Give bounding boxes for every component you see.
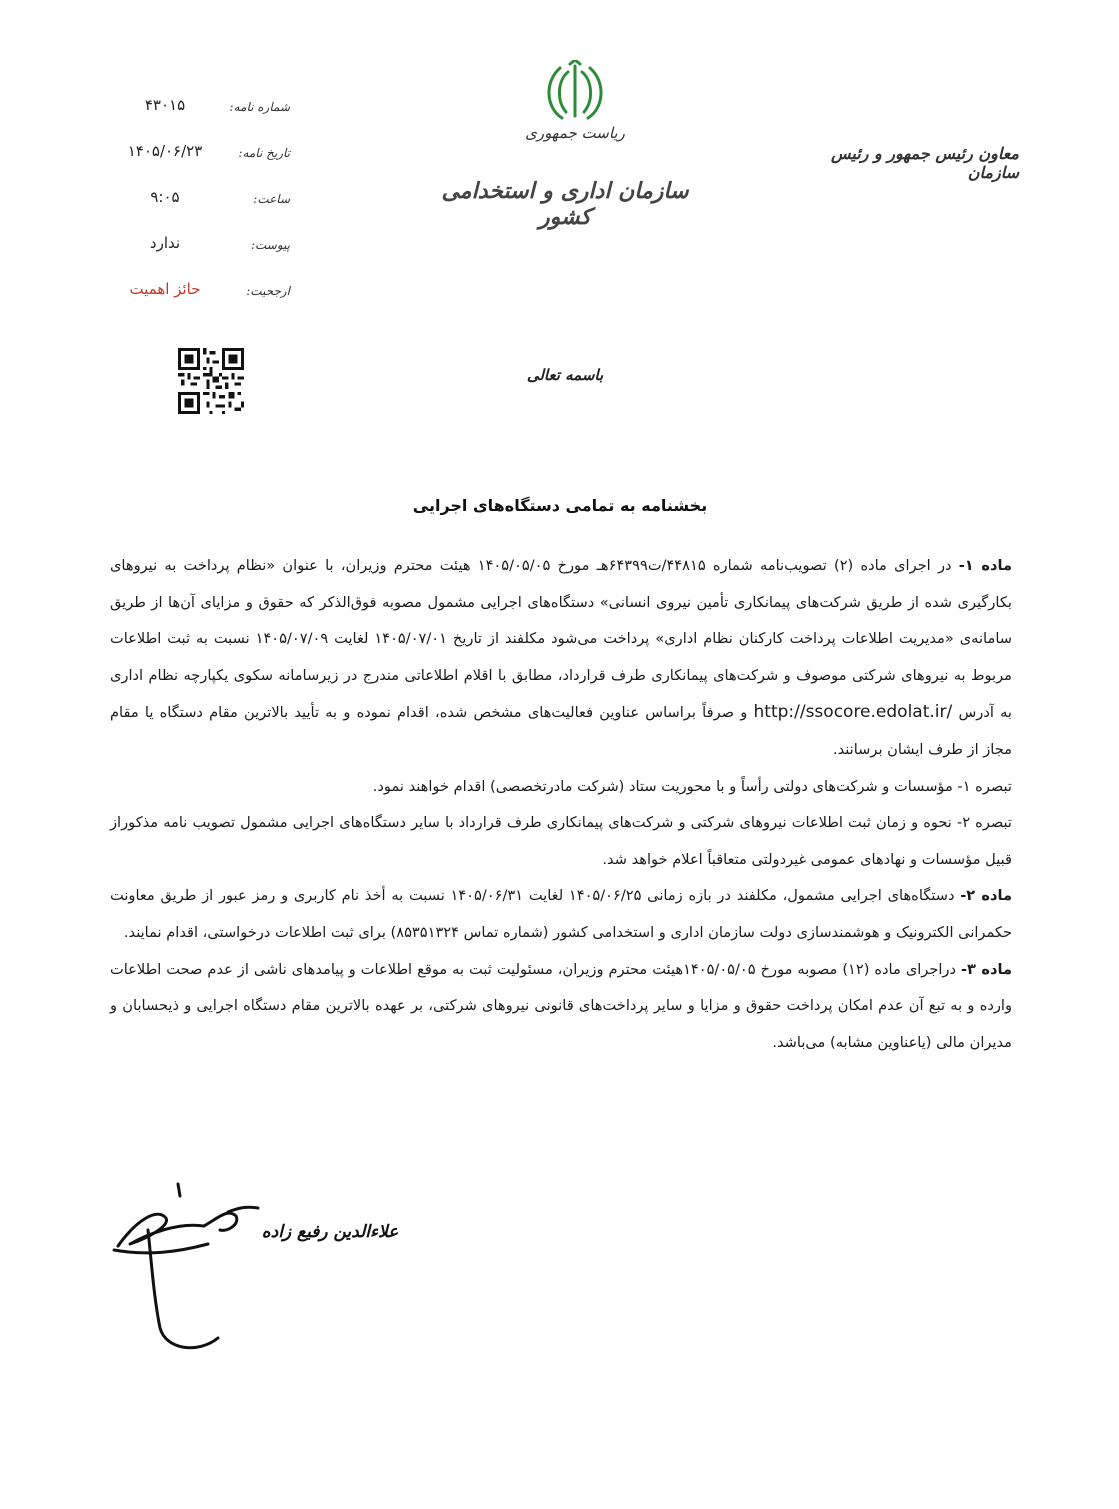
article-3-text: دراجرای ماده (۱۲) مصوبه مورخ ۱۴۰۵/۰۵/۰۵هیئت محترم وزیران، مسئولیت ثبت به موقع اطلاعات و پیامدهای ناشی از عدم صحت اطلاعات وارده و به تبع آن عدم امکان پرداخت حقوق و مزایا و سایر پرداخت‌های قانونی نیروهای شرکتی، بر عهده بالاترین مقام دستگاه اجرایی و ذیحسابان و مدیران مالی (یاعناوین مشابه) می‌باشد. (110, 960, 1012, 1051)
qr-code-icon (178, 348, 244, 414)
letter-body (110, 548, 1012, 1061)
article-3 (110, 952, 1012, 1062)
meta-attachment (110, 234, 290, 280)
iran-emblem-icon (540, 60, 610, 124)
article-2-label: ماده ۲- (960, 887, 1012, 905)
meta-label: شماره نامه: (229, 100, 290, 114)
meta-label: پیوست: (250, 238, 290, 252)
meta-value: ۱۴۰۵/۰۶/۲۳ (127, 142, 203, 160)
meta-value: ۴۳۰۱۵ (144, 96, 186, 114)
article-1-label: ماده ۱- (958, 557, 1013, 574)
meta-letter-number (110, 96, 290, 142)
handwritten-signature-icon (108, 1178, 268, 1358)
signer-name: علاءالدین رفیع زاده (261, 1222, 399, 1242)
meta-priority (110, 280, 290, 326)
meta-letter-date (110, 142, 290, 188)
priority-value: حائز اهمیت (129, 280, 201, 298)
letter-meta (110, 96, 290, 326)
note-1: تبصره ۱- مؤسسات و شرکت‌های دولتی رأساً و با محوریت ستاد (شرکت مادرتخصصی) اقدام خواهند نمود. (372, 777, 1012, 795)
portal-url-link[interactable]: http://ssocore.edolat.ir/ (753, 702, 953, 723)
meta-label: تاریخ نامه: (238, 146, 290, 160)
meta-label: ساعت: (253, 192, 290, 206)
note-2: تبصره ۲- نحوه و زمان ثبت اطلاعات نیروهای شرکتی و شرکت‌های پیمانکاری طرف قرارداد با سایر دستگاه‌های اجرایی مشمول تصویب نامه مذکوراز قبیل مؤسسات و نهادهای عمومی غیردولتی متعاقباً اعلام خواهد شد. (110, 814, 1012, 868)
presidency-label: ریاست جمهوری (525, 124, 625, 142)
meta-label: ارجحیت: (246, 284, 290, 298)
article-3-label: ماده ۳- (960, 960, 1013, 978)
circular-title: بخشنامه به تمامی دستگاه‌های اجرایی (412, 496, 708, 515)
article-1-text-b: و صرفاً براساس عناوین فعالیت‌های مشخص شده، اقدام نموده و به تأیید بالاترین مقام دستگاه یا مقام مجاز از طرف ایشان برسانند. (110, 704, 1012, 758)
article-2 (110, 878, 1012, 951)
meta-value: ندارد (149, 234, 181, 252)
besmellah: باسمه تعالی (526, 366, 604, 384)
deputy-title: معاون رئیس جمهور و رئیس سازمان (831, 144, 1019, 182)
meta-time (110, 188, 290, 234)
organization-name: سازمان اداری و استخدامی کشور (441, 178, 689, 230)
meta-value: ۹:۰۵ (150, 188, 180, 206)
article-1-text-a: در اجرای ماده (۲) تصویب‌نامه شماره ۴۴۸۱۵/ت۶۴۳۹۹هـ مورخ ۱۴۰۵/۰۵/۰۵ هیئت محترم وزیران، با عنوان «نظام پرداخت به نیروهای بکارگیری شده از طریق شرکت‌های پیمانکاری تأمین نیروی انسانی» دستگاه‌های اجرایی مشمول مصوبه فوق‌الذکر که حقوق و مزایای آن‌ها از طریق سامانه‌ی «مدیریت اطلاعات پرداخت کارکنان نظام اداری» پرداخت می‌شود مکلفند از تاریخ ۱۴۰۵/۰۷/۰۱ لغایت ۱۴۰۵/۰۷/۰۹ نسبت به ثبت اطلاعات مربوط به نیروهای شرکتی موصوف و شرکت‌های پیمانکاری طرف قرارداد، مطابق با اقلام اطلاعاتی مندرج در زیرسامانه سکوی یکپارچه نظام اداری به آدرس (110, 557, 1012, 722)
article-2-text: دستگاه‌های اجرایی مشمول، مکلفند در بازه زمانی ۱۴۰۵/۰۶/۲۵ لغایت ۱۴۰۵/۰۶/۳۱ نسبت به أخذ نام کاربری و رمز عبور از طریق معاونت حکمرانی الکترونیک و هوشمندسازی دولت سازمان اداری و استخدامی کشور (شماره تماس ۸۵۳۵۱۳۲۴) برای ثبت اطلاعات درخواستی، اقدام نمایند. (110, 887, 1012, 941)
article-1 (110, 548, 1012, 769)
